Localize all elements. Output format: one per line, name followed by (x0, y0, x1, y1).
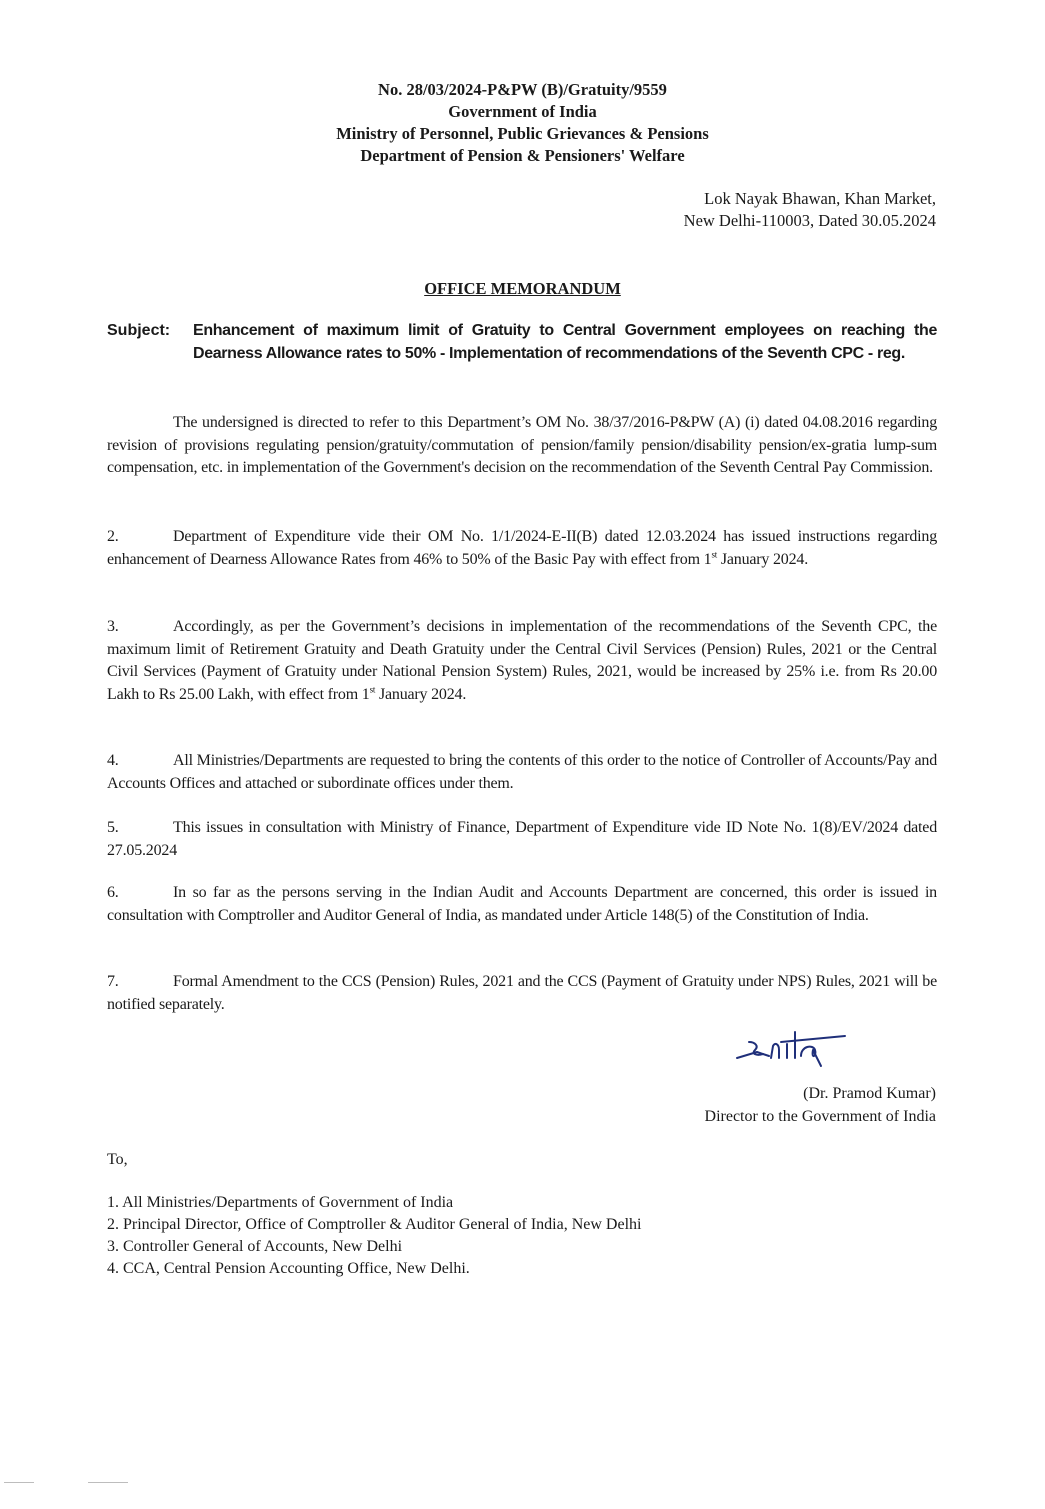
paragraph-7 (107, 971, 937, 1016)
paragraph-text: Department of Expenditure vide their OM No. 1/1/2024-E-II(B) dated 12.03.2024 has issued instructions regarding enhancement of Dearness Allowance Rates from 46% to 50% of the Basic Pay with effect from 1 (107, 528, 937, 568)
letterhead (0, 79, 1045, 167)
signatory-name: (Dr. Pramod Kumar) (803, 1085, 936, 1102)
paragraph-text: Accordingly, as per the Government’s decisions in implementation of the recommendations of the Seventh CPC, the maximum limit of Retirement Gratuity and Death Gratuity under the Central Civil Services (Pension) Rules, 2021 or the Central Civil Services (Payment of Gratuity under National Pension System) Rules, 2021, would be increased by 25% i.e. from Rs 20.00 Lakh to Rs 25.00 Lakh, with effect from 1 (107, 618, 937, 703)
distribution-list (107, 1192, 641, 1280)
ordinal-suffix: st (369, 684, 376, 695)
signatory-block (705, 1083, 936, 1128)
paragraph-text: The undersigned is directed to refer to this Department’s OM No. 38/37/2016-P&PW (A) (i) dated 04.08.2016 regarding revision of provisions regulating pension/gratuity/commutation of pension/family pension/disability pension/ex-gratia lump-sum compensation, etc. in implementation of the Government's decision on the recommendation of the Seventh Central Pay Commission. (107, 414, 937, 476)
ordinal-suffix: st (711, 549, 718, 560)
scan-artifact-line (88, 1482, 128, 1483)
paragraph-number: 3. (107, 618, 119, 635)
document-title: OFFICE MEMORANDUM (424, 279, 621, 298)
address-line-2-date: New Delhi-110003, Dated 30.05.2024 (683, 211, 936, 230)
paragraph-text: All Ministries/Departments are requested to bring the contents of this order to the notice of Controller of Accounts/Pay and Accounts Offices and attached or subordinate offices under them. (107, 752, 937, 792)
signatory-designation: Director to the Government of India (704, 1107, 936, 1125)
distribution-item: 4. CCA, Central Pension Accounting Office, New Delhi. (107, 1260, 470, 1277)
paragraph-text-end: January 2024. (375, 685, 467, 703)
paragraph-4 (107, 750, 937, 795)
subject-label: Subject: (107, 322, 171, 339)
address-block (684, 188, 936, 232)
paragraph-number: 6. (107, 884, 119, 901)
distribution-label: To, (107, 1151, 128, 1168)
government-name: Government of India (448, 102, 597, 121)
paragraph-text: This issues in consultation with Ministry of Finance, Department of Expenditure vide ID Note No. 1(8)/EV/2024 dated 27.05.2024 (107, 819, 937, 859)
handwritten-signature-icon (735, 1028, 865, 1083)
paragraph-number: 5. (107, 819, 119, 836)
paragraph-number: 7. (107, 973, 119, 990)
paragraph-3 (107, 616, 937, 706)
paragraph-5 (107, 817, 937, 862)
paragraph-text: In so far as the persons serving in the Indian Audit and Accounts Department are concerned, this order is issued in consultation with Comptroller and Auditor General of India, as mandated under Article 148(5) of the Constitution of India. (107, 884, 937, 924)
ministry-name: Ministry of Personnel, Public Grievances & Pensions (336, 124, 709, 143)
paragraph-1 (107, 412, 937, 480)
distribution-item: 3. Controller General of Accounts, New Delhi (107, 1238, 403, 1255)
paragraph-text-end: January 2024. (717, 550, 809, 568)
paragraph-6 (107, 882, 937, 927)
distribution-item: 1. All Ministries/Departments of Government of India (107, 1194, 454, 1211)
paragraph-text: Formal Amendment to the CCS (Pension) Rules, 2021 and the CCS (Payment of Gratuity under NPS) Rules, 2021 will be notified separately. (107, 973, 937, 1013)
address-line-1: Lok Nayak Bhawan, Khan Market, (704, 189, 936, 208)
department-name: Department of Pension & Pensioners' Welfare (360, 146, 685, 165)
subject-block (107, 320, 937, 365)
paragraph-number: 4. (107, 752, 119, 769)
scan-artifact-line (4, 1482, 34, 1483)
reference-number: No. 28/03/2024-P&PW (B)/Gratuity/9559 (378, 80, 667, 99)
subject-text: Enhancement of maximum limit of Gratuity to Central Government employees on reaching the Dearness Allowance rates to 50% - Implementation of recommendations of the Seventh CPC - reg. (193, 322, 937, 362)
distribution-item: 2. Principal Director, Office of Comptroller & Auditor General of India, New Delhi (107, 1216, 642, 1233)
paragraph-2 (107, 526, 937, 571)
paragraph-number: 2. (107, 528, 119, 545)
